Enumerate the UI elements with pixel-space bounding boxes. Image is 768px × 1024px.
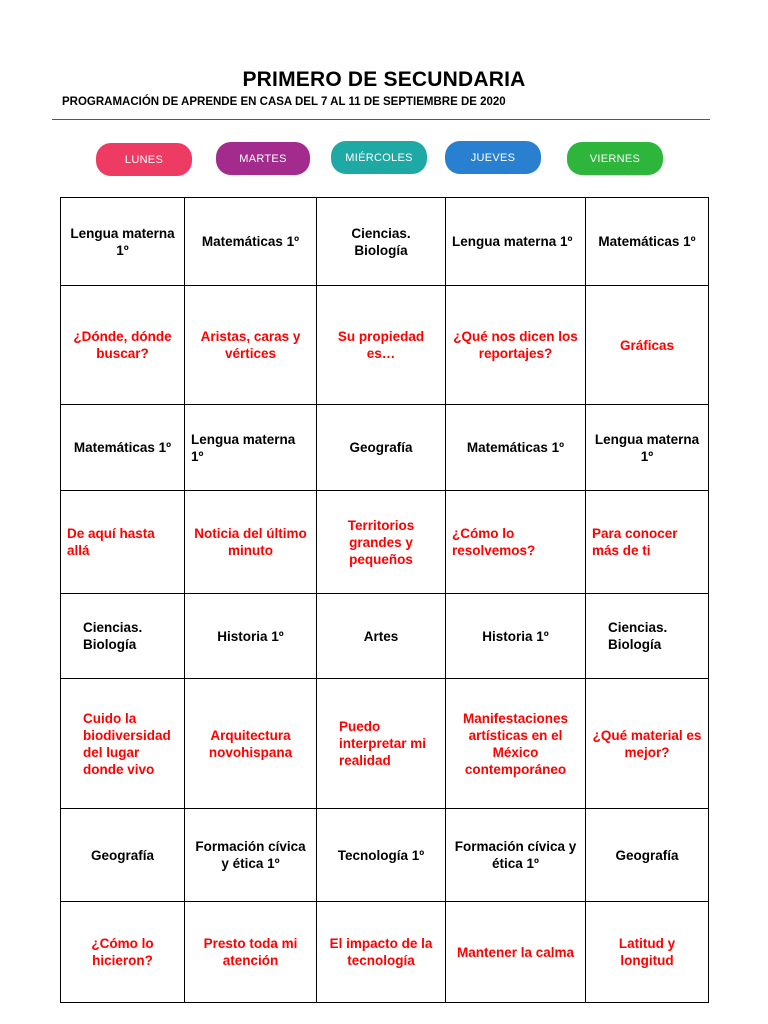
subject-cell: Matemáticas 1º xyxy=(61,405,185,491)
subject-cell: Matemáticas 1º xyxy=(586,198,709,286)
topic-cell: Arquitectura novohispana xyxy=(185,679,317,809)
table-row xyxy=(61,491,709,594)
topic-cell: ¿Cómo lo resolvemos? xyxy=(446,491,586,594)
day-pill-viernes: VIERNES xyxy=(567,142,663,175)
topic-cell: ¿Dónde, dónde buscar? xyxy=(61,286,185,405)
day-pill-lunes: LUNES xyxy=(96,143,192,176)
topic-cell: Mantener la calma xyxy=(446,902,586,1003)
header-divider xyxy=(52,119,710,120)
topic-cell: Noticia del último minuto xyxy=(185,491,317,594)
subject-cell: Ciencias. Biología xyxy=(317,198,446,286)
page-subtitle: PROGRAMACIÓN DE APRENDE EN CASA DEL 7 AL 11 DE SEPTIEMBRE DE 2020 xyxy=(62,96,506,108)
topic-cell: Territorios grandes y pequeños xyxy=(317,491,446,594)
table-row xyxy=(61,198,709,286)
day-pill-jueves: JUEVES xyxy=(445,141,541,174)
subject-cell: Geografía xyxy=(586,809,709,902)
topic-cell: De aquí hasta allá xyxy=(61,491,185,594)
topic-cell: ¿Cómo lo hicieron? xyxy=(61,902,185,1003)
topic-cell: Manifestaciones artísticas en el México contemporáneo xyxy=(446,679,586,809)
subject-cell: Matemáticas 1º xyxy=(185,198,317,286)
topic-cell: Aristas, caras y vértices xyxy=(185,286,317,405)
subject-cell: Ciencias. Biología xyxy=(61,594,185,679)
subject-cell: Tecnología 1º xyxy=(317,809,446,902)
table-row xyxy=(61,405,709,491)
subject-cell: Historia 1º xyxy=(185,594,317,679)
schedule-table xyxy=(60,197,709,1003)
topic-cell: Puedo interpretar mi realidad xyxy=(317,679,446,809)
topic-cell: ¿Qué material es mejor? xyxy=(586,679,709,809)
table-row xyxy=(61,679,709,809)
subject-cell: Formación cívica y ética 1º xyxy=(185,809,317,902)
subject-cell: Geografía xyxy=(61,809,185,902)
table-row xyxy=(61,809,709,902)
subject-cell: Geografía xyxy=(317,405,446,491)
subject-cell: Formación cívica y ética 1º xyxy=(446,809,586,902)
subject-cell: Lengua materna 1º xyxy=(446,198,586,286)
topic-cell: Cuido la biodiversidad del lugar donde vivo xyxy=(61,679,185,809)
subject-cell: Artes xyxy=(317,594,446,679)
topic-cell: Latitud y longitud xyxy=(586,902,709,1003)
table-row xyxy=(61,286,709,405)
subject-cell: Lengua materna 1º xyxy=(61,198,185,286)
page-title: PRIMERO DE SECUNDARIA xyxy=(242,68,526,91)
topic-cell: Para conocer más de ti xyxy=(586,491,709,594)
topic-cell: Su propiedad es… xyxy=(317,286,446,405)
subject-cell: Lengua materna 1º xyxy=(586,405,709,491)
day-pill-miercoles: MIÉRCOLES xyxy=(331,141,427,174)
topic-cell: El impacto de la tecnología xyxy=(317,902,446,1003)
table-row xyxy=(61,902,709,1003)
topic-cell: ¿Qué nos dicen los reportajes? xyxy=(446,286,586,405)
subject-cell: Ciencias. Biología xyxy=(586,594,709,679)
table-row xyxy=(61,594,709,679)
subject-cell: Historia 1º xyxy=(446,594,586,679)
topic-cell: Presto toda mi atención xyxy=(185,902,317,1003)
subject-cell: Matemáticas 1º xyxy=(446,405,586,491)
day-pill-martes: MARTES xyxy=(216,142,310,175)
topic-cell: Gráficas xyxy=(586,286,709,405)
subject-cell: Lengua materna 1º xyxy=(185,405,317,491)
